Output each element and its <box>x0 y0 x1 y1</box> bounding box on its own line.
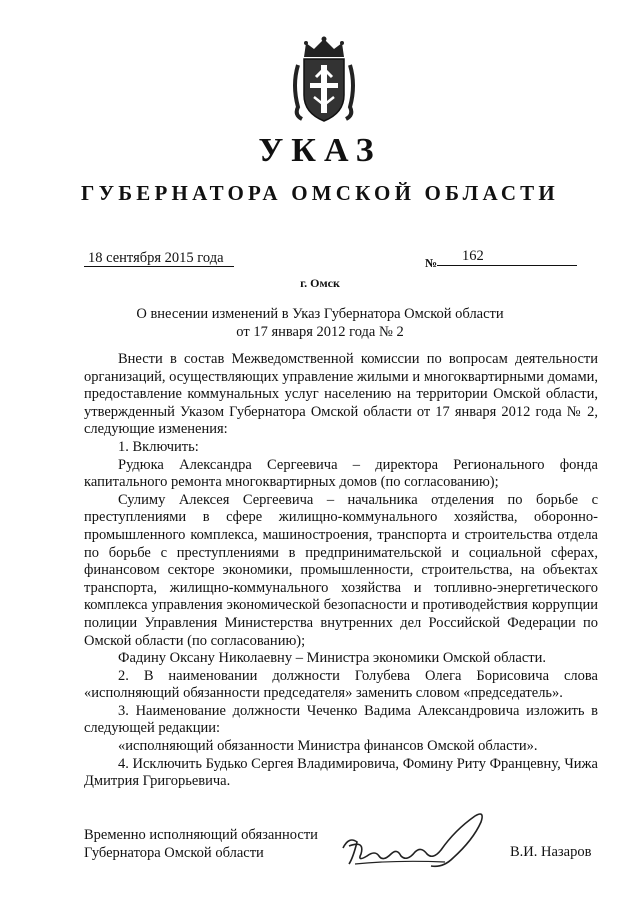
body-paragraph: 1. Включить: <box>118 438 199 455</box>
signer-name: В.И. Назаров <box>510 844 592 860</box>
document-subtitle: ГУБЕРНАТОРА ОМСКОЙ ОБЛАСТИ <box>81 181 559 205</box>
body-paragraph: 4. Исключить Будько Сергея Владимировича, Фомину Риту Францевну, Чижа Дмитрия Григорьевича. <box>84 755 598 790</box>
heading-line-1: О внесении изменений в Указ Губернатора Омской области <box>136 306 504 322</box>
document-number: 162 <box>462 248 484 264</box>
body-paragraph: Сулиму Алексея Сергеевича – начальника отделения по борьбе с преступлениями в сфере жилищно-коммунального хозяйства, оборонно-промышленного комплекса, машиностроения, транспорта и строительства отдела по борьбе с преступлениями в предпринимательской и социальной сферах, финансовом секторе экономики, промышленности, строительства, на объектах транспорта, жилищно-коммунального хозяйства и топливно-энергетического комплекса управления экономической безопасности и противодействия коррупции полиции Управления Министерства внутренних дел Российской Федерации по Омской области (по согласованию); <box>84 491 598 649</box>
signer-position-line-1: Временно исполняющий обязанности <box>84 827 318 843</box>
decree-body <box>84 351 598 791</box>
signer-position-line-2: Губернатора Омской области <box>84 845 264 861</box>
body-paragraph: 2. В наименовании должности Голубева Олега Борисовича слова «исполняющий обязанности председателя» заменить словом «председатель». <box>84 667 598 702</box>
coat-of-arms-icon <box>290 35 358 125</box>
body-paragraph: «исполняющий обязанности Министра финансов Омской области». <box>118 738 538 755</box>
body-paragraph: Рудюка Александра Сергеевича – директора Регионального фонда капитального ремонта многоквартирных домов (по согласованию); <box>84 456 598 491</box>
number-label: № <box>425 256 438 270</box>
number-underline <box>437 265 577 266</box>
decree-heading <box>0 305 640 341</box>
handwritten-signature-icon <box>335 806 495 876</box>
body-paragraph: 3. Наименование должности Чеченко Вадима Александровича изложить в следующей редакции: <box>84 702 598 737</box>
body-paragraph: Фадину Оксану Николаевну – Министра экономики Омской области. <box>118 650 546 667</box>
document-title: УКАЗ <box>258 132 382 169</box>
document-city: г. Омск <box>300 276 340 290</box>
heading-line-2: от 17 января 2012 года № 2 <box>236 324 404 340</box>
body-paragraph: Внести в состав Межведомственной комиссии по вопросам деятельности организаций, осуществляющих управление жилыми и многоквартирными домами, предоставление коммунальных услуг населению на территории Омской области, утвержденный Указом Губернатора Омской области от 17 января 2012 года № 2, следующие изменения: <box>84 351 598 438</box>
signer-position <box>84 826 318 862</box>
document-date: 18 сентября 2015 года <box>84 250 234 267</box>
